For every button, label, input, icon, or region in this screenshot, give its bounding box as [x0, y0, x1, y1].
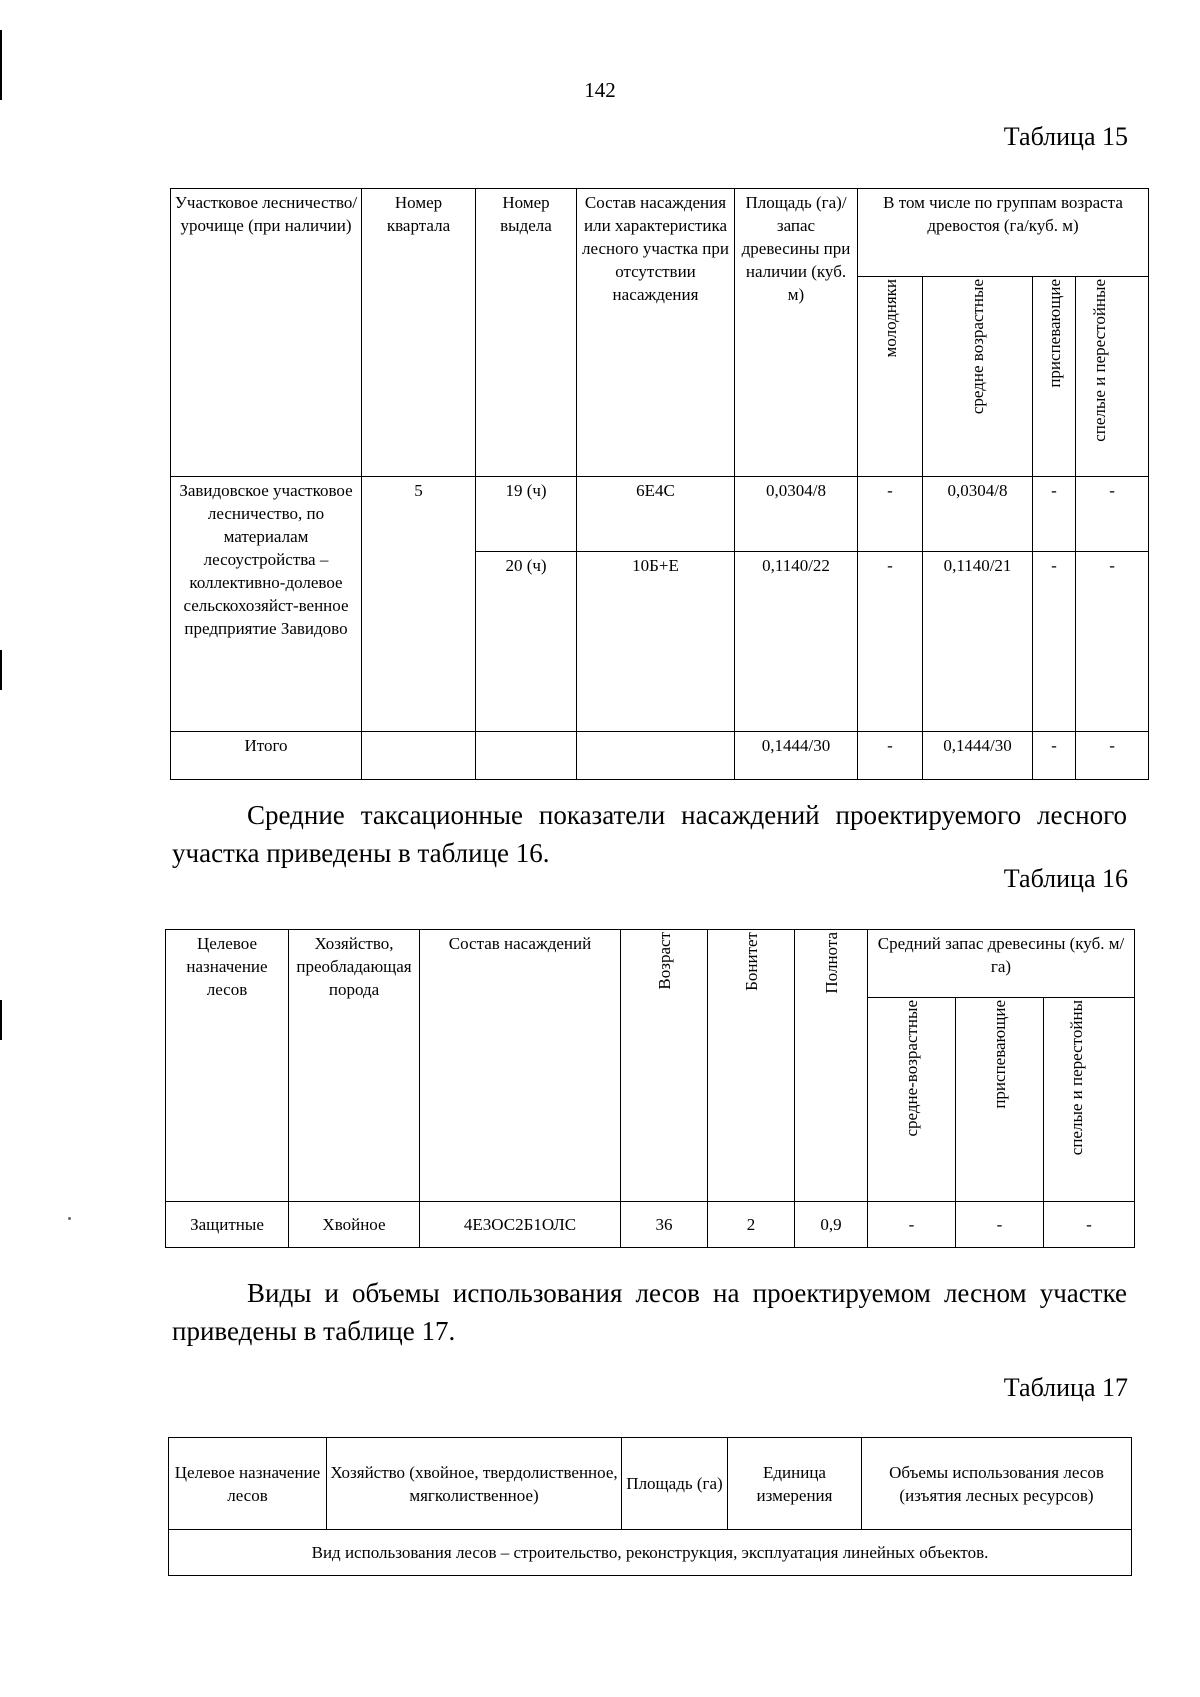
- table15-header-young: [858, 277, 923, 477]
- table15-row2-section: 20 (ч): [476, 551, 577, 731]
- table15-row1-young: -: [858, 476, 923, 551]
- table16-header-composition: Состав насаждений: [420, 930, 621, 1202]
- table15-header-section: Номер выдела: [476, 189, 577, 477]
- table17-header-farm: Хозяйство (хвойное, твердолиственное, мягколиственное): [327, 1438, 622, 1530]
- table15-caption: Таблица 15: [1003, 122, 1128, 151]
- table16-header-bonitet: [708, 930, 795, 1202]
- page-number: 142: [584, 78, 616, 102]
- table15-quarter-value: 5: [362, 476, 476, 731]
- table15-district-value: Завидовское участковое лесничество, по материалам лесоустройства – коллективно-долевое сельскохозяйст-венное предприятие Завидово: [171, 476, 362, 731]
- table15-row1-section: 19 (ч): [476, 476, 577, 551]
- table15-total-label: Итого: [171, 731, 362, 779]
- paragraph-table17-intro: Виды и объемы использования лесов на проектируемом лесном участке приведены в таблице 17.: [172, 1278, 1127, 1346]
- table17: [168, 1437, 1132, 1576]
- table15-header-mature-text: спелые и перестойные: [1090, 279, 1110, 442]
- table15-header-middle: [923, 277, 1033, 477]
- scan-margin-mark: [0, 1000, 2, 1040]
- table16-header-middle-text: средне-возрастные: [902, 1000, 921, 1137]
- table15-header-district: Участковое лесничество/ урочище (при наличии): [171, 189, 362, 477]
- table15: [170, 188, 1149, 780]
- table15-total-middle: 0,1444/30: [923, 731, 1033, 779]
- table15-header-ripening-text: приспевающие: [1044, 279, 1064, 388]
- table15-header-middle-text: средне возрастные: [968, 279, 987, 415]
- table16-row-composition: 4Е3ОС2Б1ОЛС: [420, 1202, 621, 1248]
- table15-header-ripening: [1033, 277, 1076, 477]
- table16-row-purpose: Защитные: [166, 1202, 289, 1248]
- table16-header-bonitet-text: Бонитет: [741, 932, 761, 991]
- table15-row2-young: -: [858, 551, 923, 731]
- table15-total-area: 0,1444/30: [735, 731, 858, 779]
- table15-row1-area: 0,0304/8: [735, 476, 858, 551]
- table15-header-area: Площадь (га)/запас древесины при наличии (куб. м): [735, 189, 858, 477]
- table15-total-empty: [577, 731, 735, 779]
- table15-row2-composition: 10Б+Е: [577, 551, 735, 731]
- table15-header-groups: В том числе по группам возраста древостоя (га/куб. м): [858, 189, 1149, 277]
- table17-header-area: Площадь (га): [622, 1438, 728, 1530]
- table15-row1-middle: 0,0304/8: [923, 476, 1033, 551]
- table15-row1-composition: 6Е4С: [577, 476, 735, 551]
- table16-row-age: 36: [621, 1202, 708, 1248]
- table15-total-young: -: [858, 731, 923, 779]
- table15-total-mature: -: [1076, 731, 1149, 779]
- table15-header-young-text: молодняки: [880, 279, 900, 358]
- table16-row-farm: Хвойное: [289, 1202, 420, 1248]
- table16-caption: Таблица 16: [1003, 864, 1128, 893]
- table16: [165, 929, 1135, 1248]
- table16-header-age-text: Возраст: [654, 932, 674, 990]
- table16-row-middle: -: [868, 1202, 956, 1248]
- table15-header-composition: Состав насаждения или характеристика лесного участка при отсутствии насаждения: [577, 189, 735, 477]
- table16-header-stock: Средний запас древесины (куб. м/га): [868, 930, 1135, 998]
- table16-header-mature-text: спелые и перестойны: [1067, 1000, 1086, 1156]
- table16-row-mature: -: [1044, 1202, 1135, 1248]
- table16-header-density-text: Полнота: [821, 932, 841, 994]
- table16-header-mature: [1044, 998, 1135, 1202]
- table15-row1-mature: -: [1076, 476, 1149, 551]
- table15-row2-mature: -: [1076, 551, 1149, 731]
- paragraph-table16-intro: Средние таксационные показатели насаждений проектируемого лесного участка приведены в таблице 16.: [172, 800, 1127, 868]
- table15-row2-area: 0,1140/22: [735, 551, 858, 731]
- table15-header-mature: [1076, 277, 1149, 477]
- table16-header-farm: Хозяйство, преобладающая порода: [289, 930, 420, 1202]
- table16-header-ripening: [956, 998, 1044, 1202]
- table17-header-purpose: Целевое назначение лесов: [169, 1438, 327, 1530]
- table16-header-density: [795, 930, 868, 1202]
- table15-row2-middle: 0,1140/21: [923, 551, 1033, 731]
- table15-row1-ripening: -: [1033, 476, 1076, 551]
- table17-use-type: Вид использования лесов – строительство, реконструкция, эксплуатация линейных объектов.: [169, 1530, 1132, 1576]
- table16-row-ripening: -: [956, 1202, 1044, 1248]
- table15-header-quarter: Номер квартала: [362, 189, 476, 477]
- table16-header-purpose: Целевое назначение лесов: [166, 930, 289, 1202]
- table15-total-empty: [476, 731, 577, 779]
- table16-row-density: 0,9: [795, 1202, 868, 1248]
- table17-header-unit: Единица измерения: [728, 1438, 862, 1530]
- table15-total-empty: [362, 731, 476, 779]
- table16-header-middle: [868, 998, 956, 1202]
- table16-row-bonitet: 2: [708, 1202, 795, 1248]
- table16-header-ripening-text: приспевающие: [990, 1000, 1009, 1109]
- scan-margin-mark: [0, 650, 2, 690]
- table17-header-volume: Объемы использования лесов (изъятия лесных ресурсов): [862, 1438, 1132, 1530]
- table15-row2-ripening: -: [1033, 551, 1076, 731]
- table15-total-ripening: -: [1033, 731, 1076, 779]
- scan-speck: [68, 1217, 71, 1220]
- table17-caption: Таблица 17: [1003, 1373, 1128, 1402]
- table16-header-age: [621, 930, 708, 1202]
